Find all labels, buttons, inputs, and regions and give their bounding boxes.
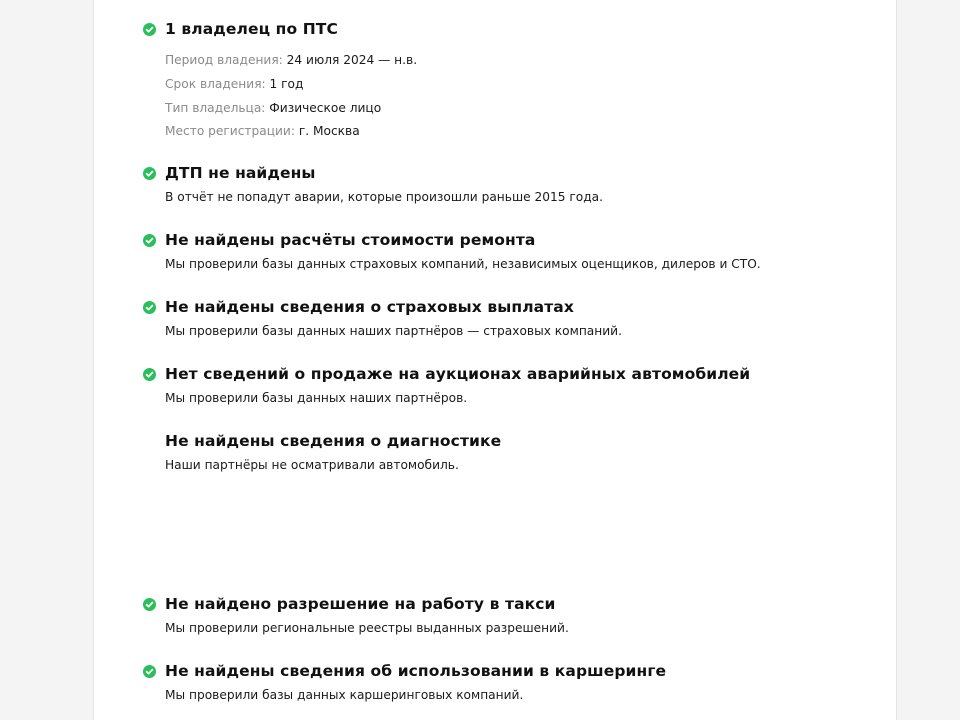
detail-label: Период владения: bbox=[165, 53, 283, 67]
report-page bbox=[93, 0, 897, 720]
check-circle-icon bbox=[143, 665, 156, 678]
check-circle-icon bbox=[143, 301, 156, 314]
detail-value: 1 год bbox=[269, 77, 304, 91]
detail-value: г. Москва bbox=[298, 124, 360, 138]
check-circle-icon bbox=[143, 368, 156, 381]
detail-ownership-duration bbox=[165, 75, 303, 93]
detail-registration-place bbox=[165, 122, 360, 140]
check-title: Не найдены сведения о диагностике bbox=[165, 432, 502, 450]
detail-owner-type bbox=[165, 99, 381, 117]
check-title: Не найдены расчёты стоимости ремонта bbox=[165, 231, 536, 249]
check-title: ДТП не найдены bbox=[165, 164, 316, 182]
detail-label: Место регистрации: bbox=[165, 124, 295, 138]
check-circle-icon bbox=[143, 234, 156, 247]
check-title: Не найдены сведения об использовании в каршеринге bbox=[165, 662, 667, 680]
check-circle-icon bbox=[143, 167, 156, 180]
check-description: Мы проверили базы данных наших партнёров — страховых компаний. bbox=[165, 324, 622, 338]
detail-label: Срок владения: bbox=[165, 77, 266, 91]
owners-title: 1 владелец по ПТС bbox=[165, 20, 338, 38]
detail-value: 24 июля 2024 — н.в. bbox=[286, 53, 418, 67]
check-title: Нет сведений о продаже на аукционах аварийных автомобилей bbox=[165, 365, 751, 383]
check-description: Наши партнёры не осматривали автомобиль. bbox=[165, 458, 459, 472]
check-description: Мы проверили базы данных наших партнёров. bbox=[165, 391, 468, 405]
check-title: Не найдено разрешение на работу в такси bbox=[165, 595, 556, 613]
detail-value: Физическое лицо bbox=[269, 101, 382, 115]
check-description: В отчёт не попадут аварии, которые произошли раньше 2015 года. bbox=[165, 190, 603, 204]
check-circle-icon bbox=[143, 23, 156, 36]
check-description: Мы проверили региональные реестры выданных разрешений. bbox=[165, 621, 569, 635]
check-circle-icon bbox=[143, 598, 156, 611]
check-description: Мы проверили базы данных страховых компаний, независимых оценщиков, дилеров и СТО. bbox=[165, 257, 761, 271]
check-description: Мы проверили базы данных каршеринговых компаний. bbox=[165, 688, 524, 702]
detail-ownership-period bbox=[165, 51, 417, 69]
detail-label: Тип владельца: bbox=[165, 101, 266, 115]
check-title: Не найдены сведения о страховых выплатах bbox=[165, 298, 574, 316]
